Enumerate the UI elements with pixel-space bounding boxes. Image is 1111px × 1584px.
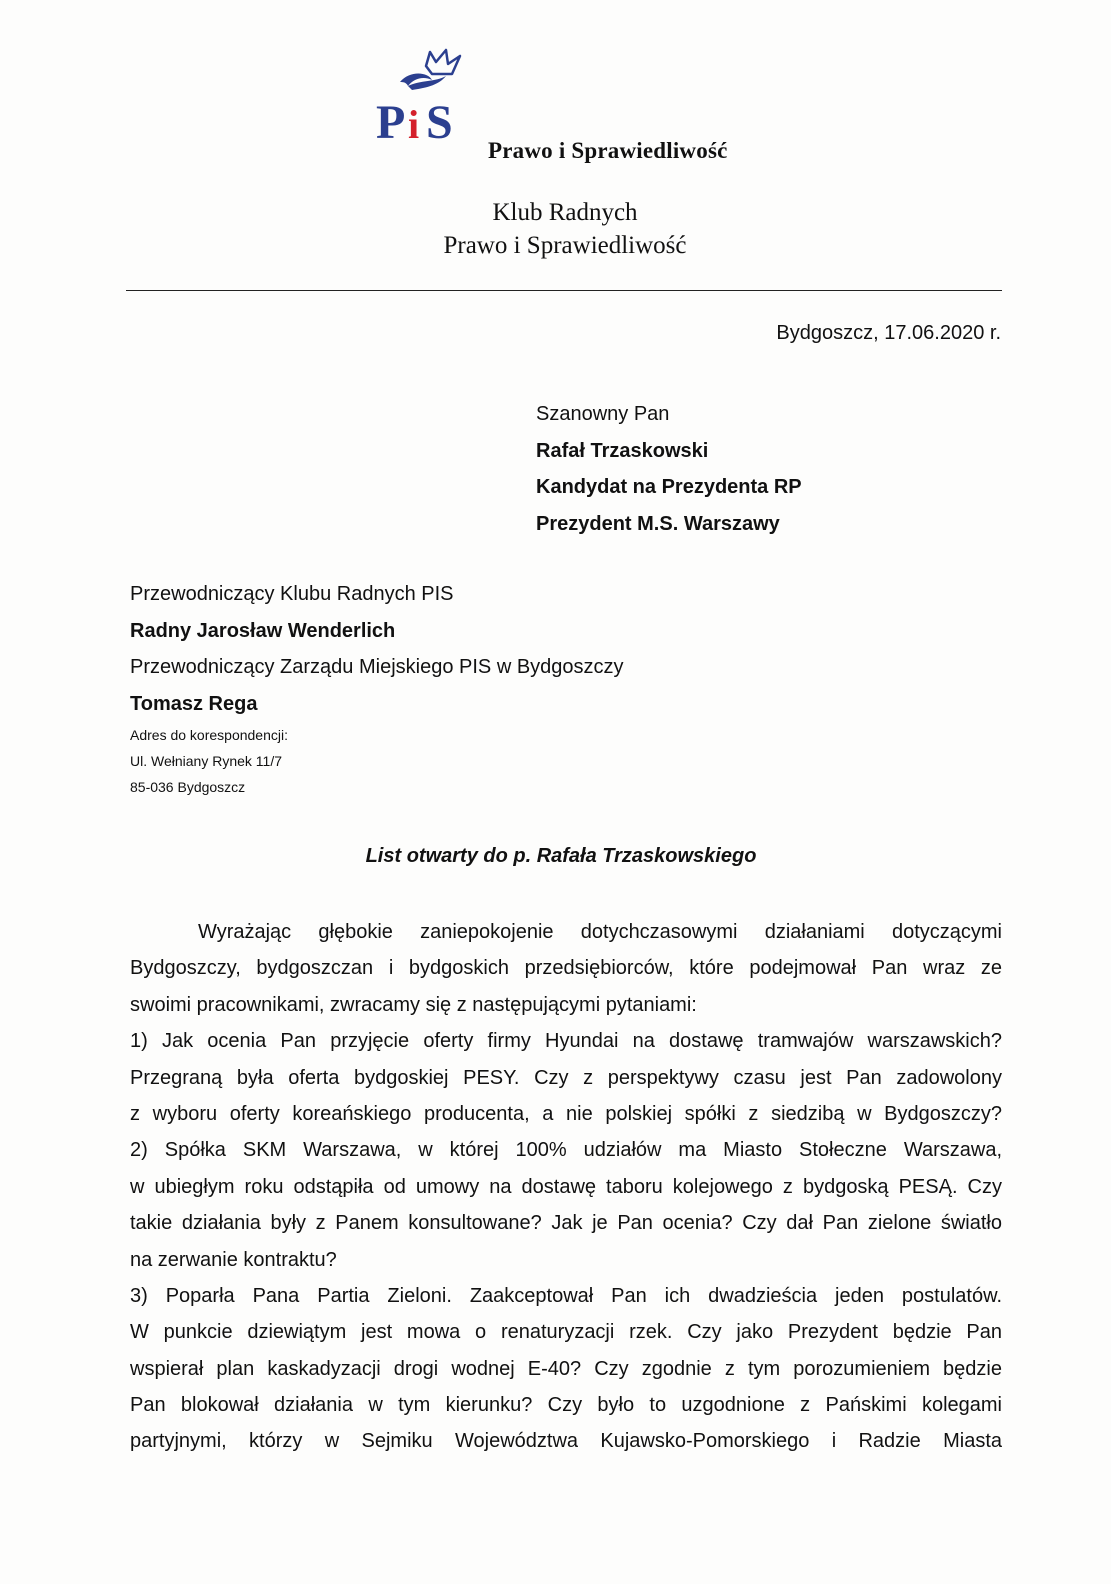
pis-logo-graphic bbox=[376, 42, 476, 142]
body-line: na zerwanie kontraktu? bbox=[130, 1248, 337, 1271]
sender-name-2: Tomasz Rega bbox=[130, 692, 258, 715]
body-line: Przegraną była oferta bydgoskiej PESY. Czy z perspektywy czasu jest Pan zadowolony bbox=[130, 1066, 1002, 1089]
club-line-1: Klub Radnych bbox=[492, 199, 638, 226]
pis-logo bbox=[376, 42, 476, 142]
svg-text:i: i bbox=[408, 102, 420, 142]
letter-date: Bydgoszcz, 17.06.2020 r. bbox=[776, 322, 1001, 344]
body-line: partyjnymi, którzy w Sejmiku Województwa Kujawsko-Pomorskiego i Radzie Miasta bbox=[130, 1430, 1002, 1453]
body-line: z wyboru oferty koreańskiego producenta, a nie polskiej spółki z siedzibą w Bydgoszczy? bbox=[130, 1102, 1002, 1125]
address-city: 85-036 Bydgoszcz bbox=[130, 779, 246, 795]
party-name: Prawo i Sprawiedliwość bbox=[488, 138, 728, 163]
recipient-name: Rafał Trzaskowski bbox=[536, 439, 709, 462]
club-name bbox=[420, 196, 710, 262]
header-divider bbox=[126, 290, 1002, 291]
sender-block bbox=[130, 576, 624, 800]
body-line: swoimi pracownikami, zwracamy się z następującymi pytaniami: bbox=[130, 993, 697, 1016]
svg-text:P: P bbox=[376, 96, 406, 142]
body-line: 3) Poparła Pana Partia Zieloni. Zaakceptował Pan ich dwadzieścia jeden postulatów. bbox=[130, 1284, 1002, 1307]
sender-role-1: Przewodniczący Klubu Radnych PIS bbox=[130, 583, 454, 605]
recipient-block bbox=[536, 396, 802, 542]
club-line-2: Prawo i Sprawiedliwość bbox=[443, 232, 687, 259]
body-line: Pan blokował działania w tym kierunku? Czy było to uzgodnione z Pańskimi kolegami bbox=[130, 1394, 1002, 1417]
body-line: 1) Jak ocenia Pan przyjęcie oferty firmy Hyundai na dostawę tramwajów warszawskich? bbox=[130, 1030, 1002, 1053]
svg-text:S: S bbox=[426, 96, 453, 142]
recipient-role-2: Prezydent M.S. Warszawy bbox=[536, 512, 780, 535]
address-label: Adres do korespondencji: bbox=[130, 727, 288, 743]
body-line: takie działania były z Panem konsultowane? Jak je Pan ocenia? Czy dał Pan zielone światło bbox=[130, 1212, 1002, 1235]
letter-subject: List otwarty do p. Rafała Trzaskowskiego bbox=[365, 845, 757, 867]
body-line: Wyrażając głębokie zaniepokojenie dotychczasowymi działaniami dotyczącymi bbox=[198, 921, 1002, 943]
sender-name-1: Radny Jarosław Wenderlich bbox=[130, 619, 396, 642]
body-line: wspierał plan kaskadyzacji drogi wodnej E-40? Czy zgodnie z tym porozumieniem będzie bbox=[130, 1357, 1002, 1380]
body-line: w ubiegłym roku odstąpiła od umowy na dostawę taboru kolejowego z bydgoską PESĄ. Czy bbox=[130, 1175, 1002, 1198]
address-street: Ul. Wełniany Rynek 11/7 bbox=[130, 753, 282, 769]
sender-role-2: Przewodniczący Zarządu Miejskiego PIS w Bydgoszczy bbox=[130, 656, 624, 678]
body-line: 2) Spółka SKM Warszawa, w której 100% udziałów ma Miasto Stołeczne Warszawa, bbox=[130, 1139, 1002, 1162]
recipient-salutation: Szanowny Pan bbox=[536, 403, 670, 425]
body-line: W punkcie dziewiątym jest mowa o renaturyzacji rzek. Czy jako Prezydent będzie Pan bbox=[130, 1321, 1002, 1344]
body-line: Bydgoszczy, bydgoszczan i bydgoskich przedsiębiorców, które podejmował Pan wraz ze bbox=[130, 957, 1002, 980]
recipient-role-1: Kandydat na Prezydenta RP bbox=[536, 476, 802, 498]
letter-body bbox=[130, 914, 1002, 1460]
